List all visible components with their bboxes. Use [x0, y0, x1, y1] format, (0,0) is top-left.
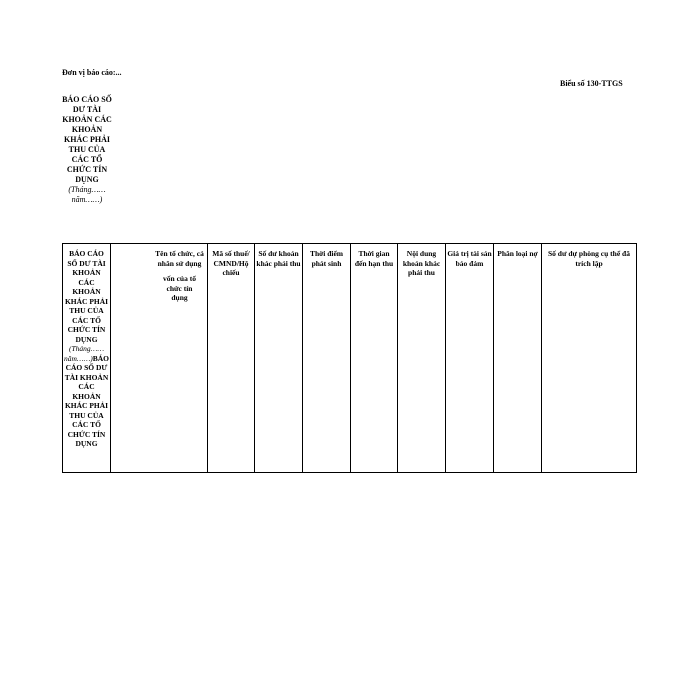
- column-balance: Số dư khoản khác phải thu: [255, 244, 303, 473]
- first-cell-repeat: BÁO CÁO SỐ DƯ TÀI KHOẢN CÁC KHOẢN KHÁC PHẢI THU CỦA CÁC TỔ CHỨC TÍN DỤNG: [64, 353, 110, 448]
- table-row: [63, 244, 637, 473]
- column-specific-provision: Số dư dự phòng cụ thể đã trích lập: [542, 244, 637, 473]
- report-period: (Tháng…… năm……): [68, 185, 106, 204]
- column-content: Nội dung khoản khác phải thu: [398, 244, 446, 473]
- reporting-unit-label: Đơn vị báo cáo:...: [62, 68, 122, 77]
- column-due-time: Thời gian đến hạn thu: [351, 244, 398, 473]
- form-number: Biểu số 130-TTGS: [560, 79, 623, 88]
- column-org-name-line1: Tên tổ chức, cá nhân sử dụng: [155, 249, 204, 268]
- first-cell: [63, 244, 111, 473]
- column-org-name-line2: vốn của tổ chức tín dụng: [163, 274, 196, 302]
- column-tax-id: Mã số thuế/ CMND/Hộ chiếu: [208, 244, 255, 473]
- report-table: [62, 243, 637, 473]
- column-collateral-value: Giá trị tài sản bảo đảm: [446, 244, 494, 473]
- report-title: BÁO CÁO SỐ DƯ TÀI KHOẢN CÁC KHOẢN KHÁC PHẢI THU CỦA CÁC TỔ CHỨC TÍN DỤNG: [62, 95, 112, 184]
- column-org-name: [111, 244, 208, 473]
- column-debt-classification: Phân loại nợ: [494, 244, 542, 473]
- report-title-block: [62, 95, 112, 205]
- column-arising-time: Thời điểm phát sinh: [303, 244, 351, 473]
- first-cell-title: BÁO CÁO SỐ DƯ TÀI KHOẢN CÁC KHOẢN KHÁC PHẢI THU CỦA CÁC TỔ CHỨC TÍN DỤNG: [64, 249, 109, 344]
- first-cell-period: (Tháng…… năm……): [64, 344, 104, 363]
